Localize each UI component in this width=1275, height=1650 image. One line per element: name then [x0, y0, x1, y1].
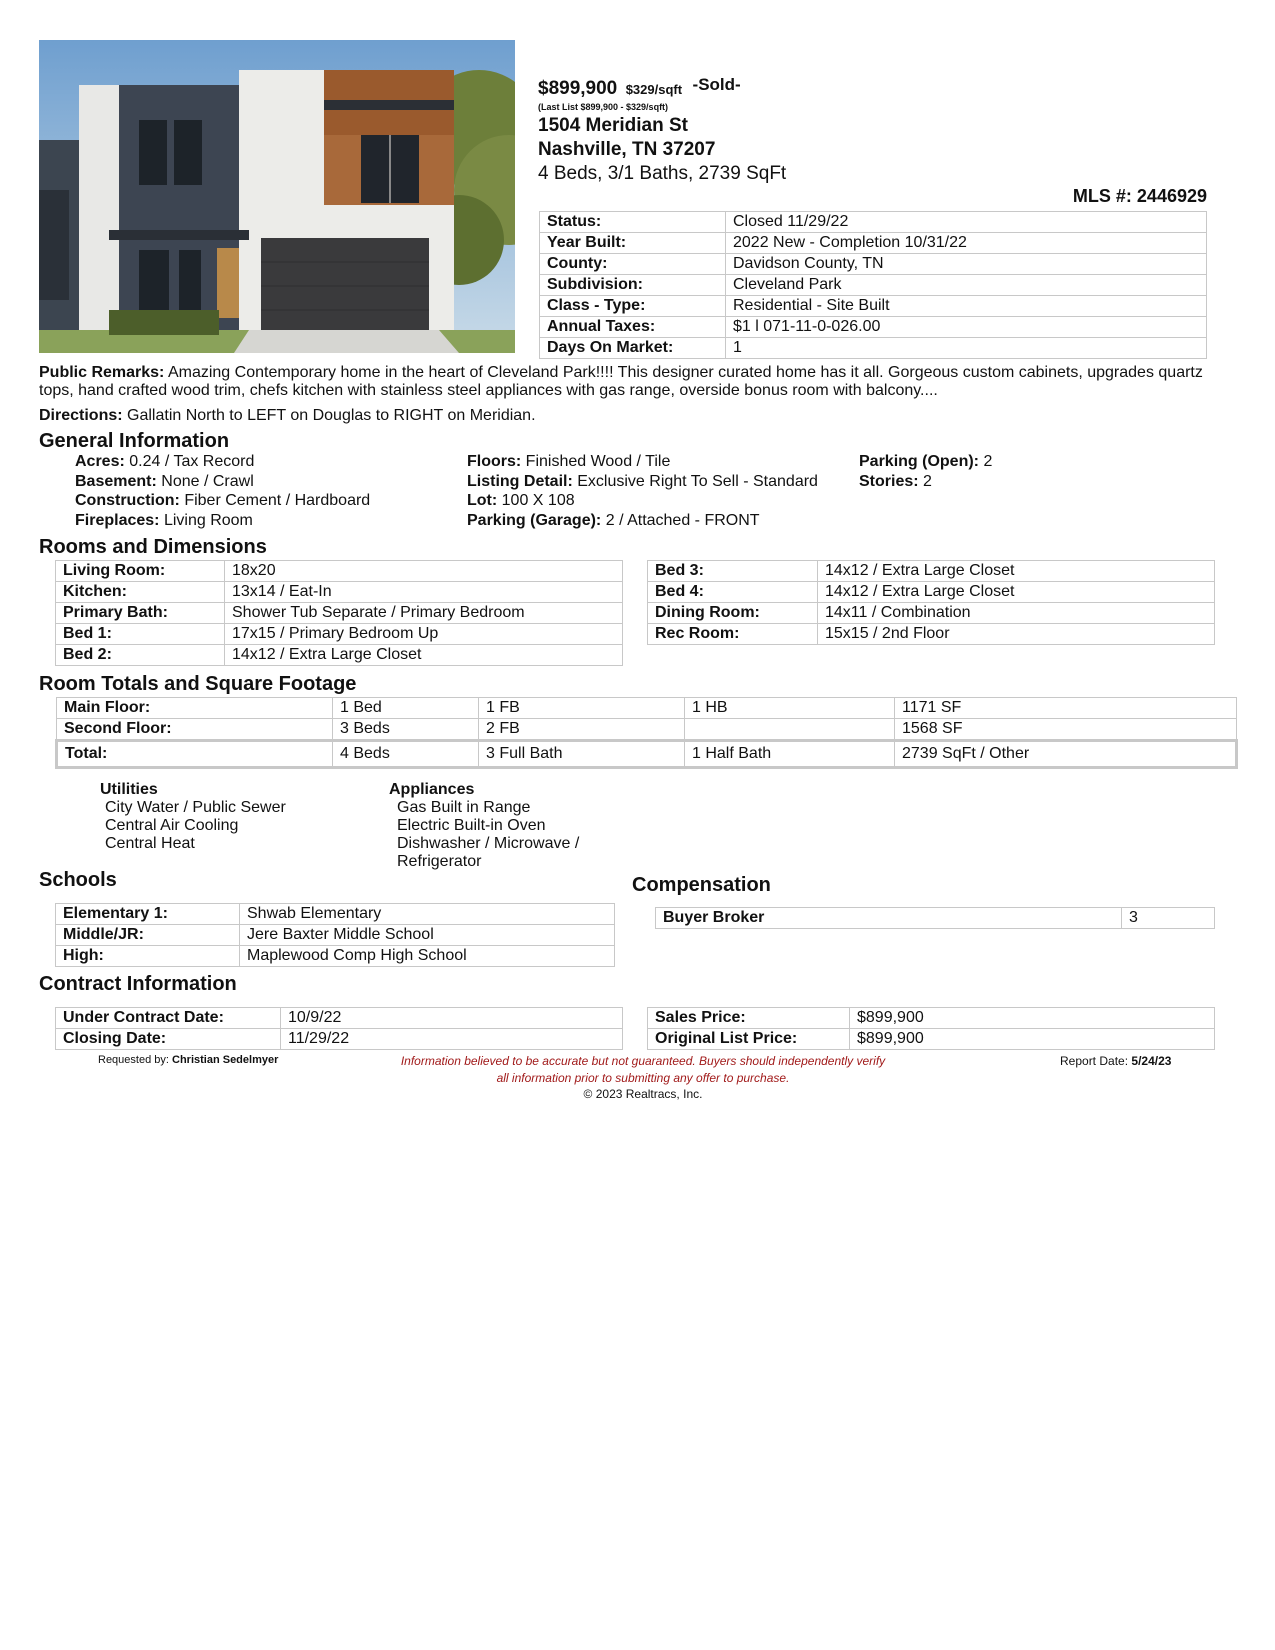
contract-table-left — [55, 1007, 623, 1050]
row-value: 18x20 — [225, 561, 623, 582]
row-value: Residential - Site Built — [726, 296, 1207, 317]
table-row — [540, 212, 1207, 233]
row-label: Sales Price: — [648, 1008, 850, 1029]
info-label: Construction: — [75, 492, 180, 509]
row-label: Year Built: — [540, 233, 726, 254]
compensation-title: Compensation — [632, 874, 771, 896]
room-totals-table — [55, 697, 1238, 769]
schools-title: Schools — [39, 869, 117, 891]
totals-cell-label: Second Floor: — [57, 719, 333, 741]
table-row — [540, 275, 1207, 296]
row-label: Bed 4: — [648, 582, 818, 603]
info-label: Acres: — [75, 453, 125, 470]
disclaimer: Information believed to be accurate but not guaranteed. Buyers should independently verify all information prior to submitting any offer to purchase. — [400, 1054, 886, 1085]
info-item — [467, 452, 818, 472]
street-address: 1504 Meridian St — [538, 115, 688, 136]
table-row — [56, 624, 623, 645]
info-item — [467, 491, 818, 511]
appliances-block — [389, 781, 579, 871]
general-info-col2 — [467, 452, 818, 530]
table-row — [656, 908, 1215, 929]
table-row — [540, 233, 1207, 254]
info-item — [467, 472, 818, 492]
room-totals-title: Room Totals and Square Footage — [39, 673, 357, 695]
info-value: Living Room — [163, 511, 253, 529]
row-label: Primary Bath: — [56, 603, 225, 624]
info-value: 2 — [923, 472, 932, 490]
row-label: Days On Market: — [540, 338, 726, 359]
public-remarks — [39, 364, 1239, 400]
table-row — [57, 698, 1237, 719]
row-value: 11/29/22 — [281, 1029, 623, 1050]
sold-tag: -Sold- — [692, 75, 741, 94]
total-cell-sf: 2739 SqFt / Other — [895, 741, 1237, 768]
row-label: Middle/JR: — [56, 925, 240, 946]
compensation-table — [655, 907, 1215, 929]
totals-cell-beds: 3 Beds — [333, 719, 479, 741]
row-label: Bed 1: — [56, 624, 225, 645]
row-value: Closed 11/29/22 — [726, 212, 1207, 233]
info-item — [75, 491, 370, 511]
info-label: Listing Detail: — [467, 472, 573, 490]
appliances-item: Refrigerator — [397, 853, 482, 870]
table-row — [648, 1008, 1215, 1029]
totals-cell-label: Main Floor: — [57, 698, 333, 719]
row-value: 15x15 / 2nd Floor — [818, 624, 1215, 645]
price-line — [538, 75, 741, 100]
total-cell-label: Total: — [57, 741, 333, 768]
table-row — [648, 624, 1215, 645]
table-row — [648, 582, 1215, 603]
table-row — [56, 1008, 623, 1029]
info-label: Floors: — [467, 453, 522, 470]
compensation-label: Buyer Broker — [656, 908, 1122, 929]
directions — [39, 407, 536, 425]
table-row — [56, 582, 623, 603]
table-row — [57, 719, 1237, 741]
utilities-item: City Water / Public Sewer — [105, 799, 286, 816]
report-date-value: 5/24/23 — [1131, 1054, 1172, 1068]
row-value: Shwab Elementary — [240, 904, 615, 925]
row-label: Bed 3: — [648, 561, 818, 582]
info-item — [467, 511, 818, 531]
totals-cell-beds: 1 Bed — [333, 698, 479, 719]
contract-title: Contract Information — [39, 973, 237, 995]
info-value: Finished Wood / Tile — [525, 453, 671, 470]
row-value: Davidson County, TN — [726, 254, 1207, 275]
row-value: $899,900 — [850, 1008, 1215, 1029]
appliances-item: Electric Built-in Oven — [397, 817, 546, 834]
row-value: 14x12 / Extra Large Closet — [225, 645, 623, 666]
row-label: Subdivision: — [540, 275, 726, 296]
totals-cell-fb: 2 FB — [479, 719, 685, 741]
row-value: $1 l 071-11-0-026.00 — [726, 317, 1207, 338]
row-label: Kitchen: — [56, 582, 225, 603]
appliances-item: Gas Built in Range — [397, 799, 531, 816]
totals-cell-sf: 1171 SF — [895, 698, 1237, 719]
table-row — [56, 603, 623, 624]
utilities-item: Central Heat — [105, 835, 195, 852]
table-row — [56, 561, 623, 582]
directions-label: Directions: — [39, 407, 123, 424]
info-item — [859, 452, 992, 472]
appliances-item: Dishwasher / Microwave / — [397, 835, 580, 852]
table-row — [56, 946, 615, 967]
table-row — [648, 603, 1215, 624]
totals-cell-fb: 1 FB — [479, 698, 685, 719]
row-value: 13x14 / Eat-In — [225, 582, 623, 603]
row-value: Cleveland Park — [726, 275, 1207, 296]
requested-by-name: Christian Sedelmyer — [172, 1054, 279, 1066]
row-value: Shower Tub Separate / Primary Bedroom — [225, 603, 623, 624]
info-value: Fiber Cement / Hardboard — [184, 492, 371, 509]
total-cell-hb: 1 Half Bath — [685, 741, 895, 768]
totals-cell-sf: 1568 SF — [895, 719, 1237, 741]
row-value: $899,900 — [850, 1029, 1215, 1050]
contract-table-right — [647, 1007, 1215, 1050]
info-item — [75, 511, 370, 531]
row-label: County: — [540, 254, 726, 275]
public-remarks-label: Public Remarks: — [39, 364, 165, 381]
property-photo — [39, 40, 515, 353]
rooms-table-left — [55, 560, 623, 666]
directions-text: Gallatin North to LEFT on Douglas to RIGHT on Meridian. — [127, 407, 536, 424]
row-value: 10/9/22 — [281, 1008, 623, 1029]
row-label: Living Room: — [56, 561, 225, 582]
status-table — [539, 211, 1207, 359]
utilities-block — [100, 781, 286, 853]
row-label: Class - Type: — [540, 296, 726, 317]
listing-summary: 4 Beds, 3/1 Baths, 2739 SqFt — [538, 163, 787, 184]
info-label: Fireplaces: — [75, 511, 160, 529]
table-row — [56, 925, 615, 946]
row-label: Closing Date: — [56, 1029, 281, 1050]
row-value: 14x11 / Combination — [818, 603, 1215, 624]
info-label: Parking (Garage): — [467, 511, 602, 529]
info-label: Parking (Open): — [859, 453, 980, 470]
info-label: Basement: — [75, 472, 157, 490]
table-row — [56, 904, 615, 925]
row-value: 14x12 / Extra Large Closet — [818, 582, 1215, 603]
table-row — [56, 1029, 623, 1050]
schools-table — [55, 903, 615, 967]
utilities-item: Central Air Cooling — [105, 817, 239, 834]
row-label: High: — [56, 946, 240, 967]
info-item — [75, 452, 370, 472]
info-item — [859, 472, 992, 492]
total-cell-beds: 4 Beds — [333, 741, 479, 768]
info-value: None / Crawl — [161, 472, 254, 490]
row-value: 2022 New - Completion 10/31/22 — [726, 233, 1207, 254]
compensation-value: 3 — [1122, 908, 1215, 929]
table-row — [648, 561, 1215, 582]
row-label: Elementary 1: — [56, 904, 240, 925]
row-value: 1 — [726, 338, 1207, 359]
general-info-title: General Information — [39, 430, 230, 452]
info-value: 2 — [983, 453, 993, 470]
row-value: Jere Baxter Middle School — [240, 925, 615, 946]
row-label: Under Contract Date: — [56, 1008, 281, 1029]
last-list: (Last List $899,900 - $329/sqft) — [538, 102, 669, 112]
table-row — [540, 254, 1207, 275]
info-value: 100 X 108 — [501, 492, 575, 509]
public-remarks-text: Amazing Contemporary home in the heart of Cleveland Park!!!! This designer curated home has it all. Gorgeous custom cabinets, upgrades quartz tops, hand crafted wood trim, chefs kitchen with stainless steel appliances with gas range, overside bonus room with balcony.... — [39, 364, 1203, 399]
totals-cell-hb: 1 HB — [685, 698, 895, 719]
price: $899,900 — [538, 78, 618, 99]
totals-total-row — [57, 741, 1237, 768]
row-value: 14x12 / Extra Large Closet — [818, 561, 1215, 582]
row-label: Dining Room: — [648, 603, 818, 624]
requested-by — [98, 1054, 278, 1066]
mls-number: MLS #: 2446929 — [1072, 186, 1207, 206]
row-label: Bed 2: — [56, 645, 225, 666]
city-state-zip: Nashville, TN 37207 — [538, 139, 716, 160]
report-date-label: Report Date: — [1060, 1054, 1129, 1068]
copyright: © 2023 Realtracs, Inc. — [583, 1087, 703, 1101]
info-value: 2 / Attached - FRONT — [605, 511, 760, 529]
totals-cell-hb — [685, 719, 895, 741]
row-value: 17x15 / Primary Bedroom Up — [225, 624, 623, 645]
requested-by-label: Requested by: — [98, 1054, 169, 1066]
table-row — [648, 1029, 1215, 1050]
general-info-col1 — [75, 452, 370, 530]
utilities-title: Utilities — [100, 781, 158, 798]
appliances-title: Appliances — [389, 781, 475, 798]
general-info-col3 — [859, 452, 992, 491]
rooms-title: Rooms and Dimensions — [39, 536, 267, 558]
info-label: Stories: — [859, 472, 919, 490]
info-label: Lot: — [467, 492, 498, 509]
info-value: Exclusive Right To Sell - Standard — [577, 472, 818, 490]
info-item — [75, 472, 370, 492]
price-per-sqft: $329/sqft — [625, 82, 683, 97]
table-row — [540, 338, 1207, 359]
row-label: Original List Price: — [648, 1029, 850, 1050]
table-row — [540, 317, 1207, 338]
table-row — [56, 645, 623, 666]
info-value: 0.24 / Tax Record — [129, 453, 255, 470]
row-label: Annual Taxes: — [540, 317, 726, 338]
row-label: Rec Room: — [648, 624, 818, 645]
total-cell-fb: 3 Full Bath — [479, 741, 685, 768]
row-label: Status: — [540, 212, 726, 233]
report-date — [1060, 1054, 1171, 1068]
row-value: Maplewood Comp High School — [240, 946, 615, 967]
table-row — [540, 296, 1207, 317]
rooms-table-right — [647, 560, 1215, 645]
